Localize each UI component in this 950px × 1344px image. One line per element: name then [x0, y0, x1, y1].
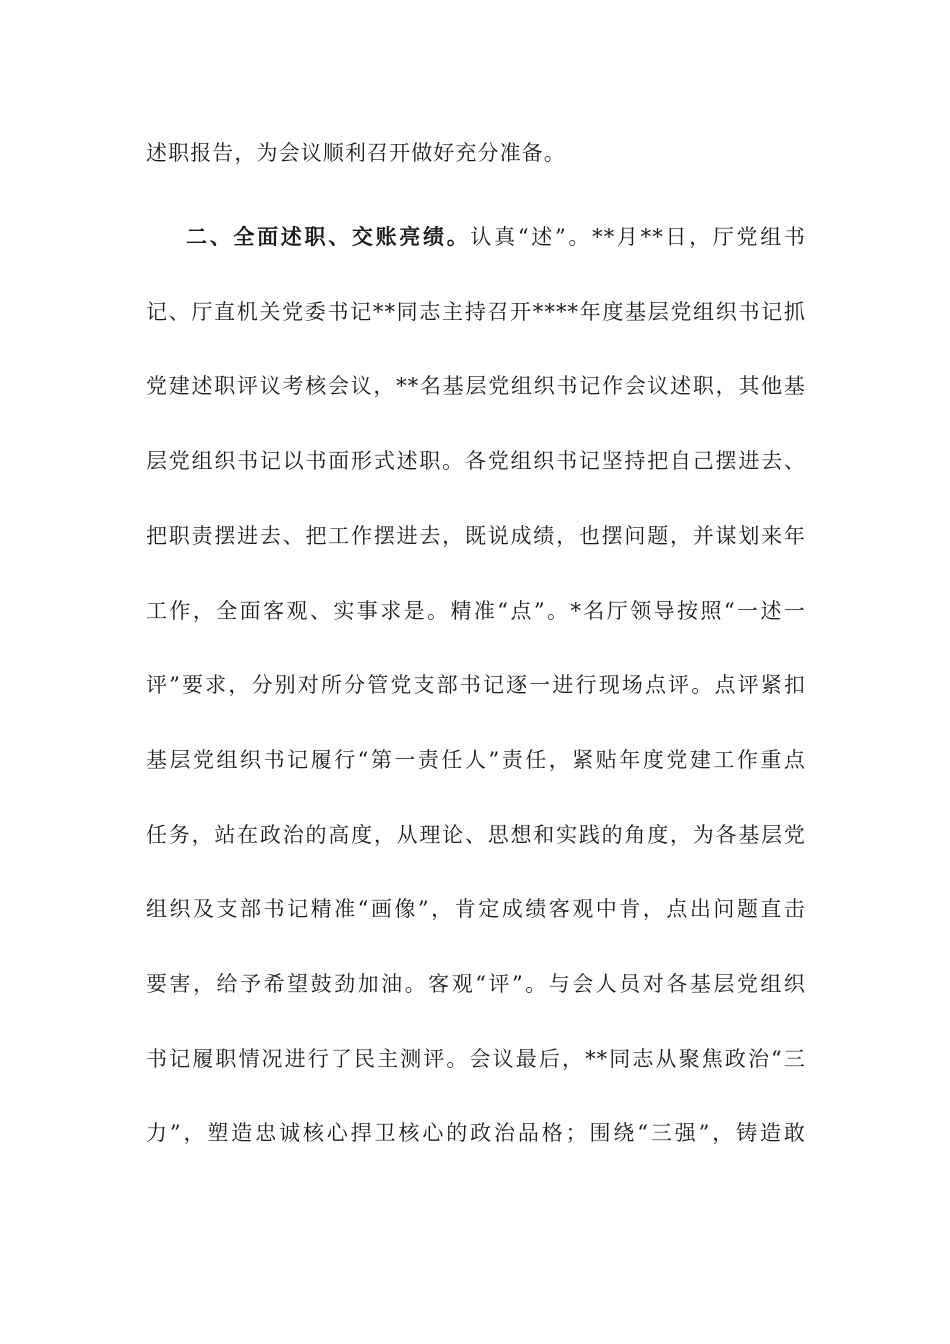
text-line-9: 基层党组织书记履行“第一责任人”责任，紧贴年度党建工作重点 [146, 748, 806, 772]
section-heading: 二、全面述职、交账亮绩。 [186, 224, 471, 249]
text-line-1: 述职报告，为会议顺利召开做好充分准备。 [146, 141, 566, 165]
text-line-5: 层党组织书记以书面形式述职。各党组织书记坚持把自己摆进去、 [146, 449, 806, 473]
text-line-12: 要害，给予希望鼓劲加油。客观“评”。与会人员对各基层党组织 [146, 972, 806, 996]
text-line-4: 党建述职评议考核会议，**名基层党组织书记作会议述职，其他基 [146, 374, 806, 398]
text-line-6: 把职责摆进去、把工作摆进去，既说成绩，也摆问题，并谋划来年 [146, 524, 806, 548]
text-line-3: 记、厅直机关党委书记**同志主持召开****年度基层党组织书记抓 [146, 300, 806, 324]
text-line-11: 组织及支部书记精准“画像”，肯定成绩客观中肯，点出问题直击 [146, 897, 806, 921]
text-line-10: 任务，站在政治的高度，从理论、思想和实践的角度，为各基层党 [146, 823, 806, 847]
text-line-14: 力”，塑造忠诚核心捍卫核心的政治品格；围绕“三强”，铸造敢 [146, 1121, 806, 1145]
text-line-2 [186, 222, 806, 252]
text-line-7: 工作，全面客观、实事求是。精准“点”。*名厅领导按照“一述一 [146, 599, 806, 623]
text-line-13: 书记履职情况进行了民主测评。会议最后，**同志从聚焦政治“三 [146, 1047, 806, 1071]
text-line-8: 评”要求，分别对所分管党支部书记逐一进行现场点评。点评紧扣 [146, 673, 806, 697]
text-line-2-rest: 认真“述”。**月**日，厅党组书 [470, 225, 807, 249]
